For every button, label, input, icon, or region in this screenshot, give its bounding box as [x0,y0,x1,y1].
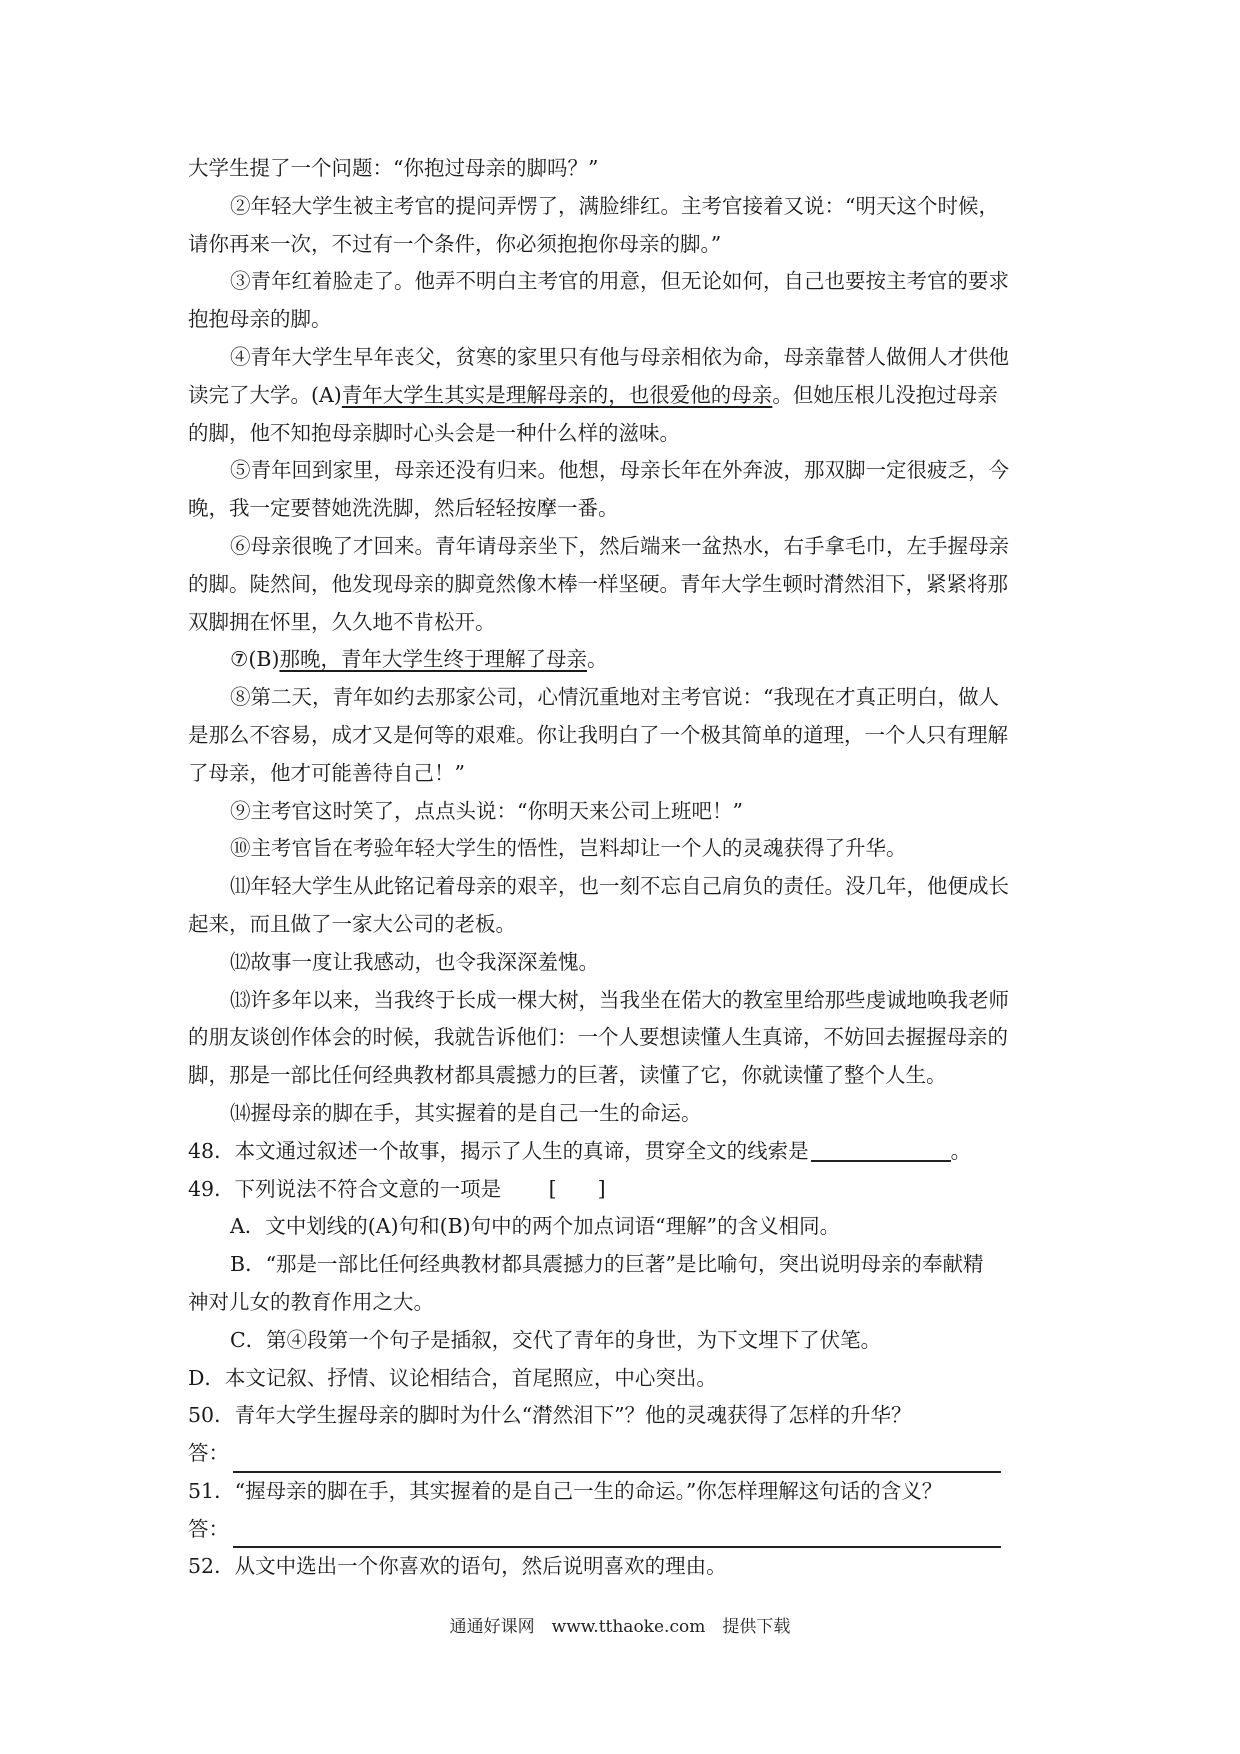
footer-source: 通通好课网 www.tthaoke.com 提供下载 [449,1617,791,1637]
passage-line: 是那么不容易，成才又是何等的艰难。你让我明白了一个极其简单的道理，一个人只有理解 [188,722,1008,747]
paragraph-2: ②年轻大学生被主考官的提问弄愣了，满脸绯红。主考官接着又说：“明天这个时候， [230,193,999,218]
underlined-sentence-a: 青年大学生其实是理解母亲的，也很爱他的母亲 [341,382,773,407]
answer-line[interactable] [233,1524,1001,1548]
paragraph-4: ④青年大学生早年丧父，贫寒的家里只有他与母亲相依为命，母亲靠替人做佣人才供他 [230,344,1009,369]
answer-line[interactable] [233,1449,1001,1473]
option-d: D．本文记叙、抒情、议论相结合，首尾照应，中心突出。 [188,1365,717,1390]
passage-text: 。 [586,647,608,672]
answer-row-51 [188,1511,1058,1549]
question-48 [188,1133,1058,1171]
option-c: C．第④段第一个句子是插叙，交代了青年的身世，为下文埋下了伏笔。 [230,1327,882,1352]
passage-line: 大学生提了一个问题：“你抱过母亲的脚吗？” [188,156,599,180]
paragraph-13: ⒀许多年以来，当我终于长成一棵大树，当我坐在偌大的教室里给那些虔诚地唤我老师 [230,987,1009,1012]
passage-line: 双脚拥在怀里，久久地不肯松开。 [188,609,496,634]
paragraph-11: ⑾年轻大学生从此铭记着母亲的艰辛，也一刻不忘自己肩负的责任。没几年，他便成长 [230,874,1009,899]
underlined-sentence-b: 那晚，青年大学生终于理解了母亲 [279,647,587,672]
passage-text: 。但她压根儿没抱过母亲 [772,382,998,407]
passage-line: 脚，那是一部比任何经典教材都具震撼力的巨著，读懂了它，你就读懂了整个人生。 [188,1063,947,1088]
sentence-a-marker: 读完了大学。(A) [188,382,342,407]
question-52: 52．从文中选出一个你喜欢的语句，然后说明喜欢的理由。 [188,1554,727,1579]
question-51: 51．“握母亲的脚在手，其实握着的是自己一生的命运。”你怎样理解这句话的含义？ [188,1478,943,1503]
passage-line: 的脚。陡然间，他发现母亲的脚竟然像木棒一样坚硬。青年大学生顿时潸然泪下，紧紧将那 [188,571,1008,596]
passage-line: 了母亲，他才可能善待自己！” [188,760,465,785]
paragraph-9: ⑨主考官这时笑了，点点头说：“你明天来公司上班吧！” [230,798,743,823]
question-49: 49．下列说法不符合文意的一项是 [ ] [188,1176,606,1201]
question-50: 50．青年大学生握母亲的脚时为什么“潸然泪下”？他的灵魂获得了怎样的升华？ [188,1403,912,1428]
paragraph-12: ⑿故事一度让我感动，也令我深深羞愧。 [230,949,599,974]
paragraph-5: ⑤青年回到家里，母亲还没有归来。他想，母亲长年在外奔波，那双脚一定很疲乏，今 [230,458,1009,483]
question-text: 。 [950,1138,972,1163]
answer-label: 答： [188,1441,229,1466]
passage-line: 起来，而且做了一家大公司的老板。 [188,911,516,936]
paragraph-14: ⒁握母亲的脚在手，其实握着的是自己一生的命运。 [230,1100,702,1125]
answer-row-50 [188,1435,1058,1473]
paragraph-7 [188,641,1058,679]
passage-line: 的脚，他不知抱母亲脚时心头会是一种什么样的滋味。 [188,420,680,445]
passage-line: 的朋友谈创作体会的时候，我就告诉他们：一个人要想读懂人生真谛，不妨回去握握母亲的 [188,1025,1008,1050]
passage-line: 抱抱母亲的脚。 [188,307,332,332]
reading-passage [188,150,1058,1586]
option-b-continued: 神对儿女的教育作用之大。 [188,1289,434,1314]
paragraph-10: ⑩主考官旨在考验年轻大学生的悟性，岂料却让一个人的灵魂获得了升华。 [230,836,907,861]
paragraph-8: ⑧第二天，青年如约去那家公司，心情沉重地对主考官说：“我现在才真正明白，做人 [230,685,999,710]
passage-line [188,377,1058,415]
passage-line: 请你再来一次，不过有一个条件，你必须抱抱你母亲的脚。” [188,231,722,256]
answer-label: 答： [188,1516,229,1541]
passage-line: 晚，我一定要替她洗洗脚，然后轻轻按摩一番。 [188,496,619,521]
question-text: 48．本文通过叙述一个故事，揭示了人生的真谛，贯穿全文的线索是 [188,1138,809,1163]
paragraph-3: ③青年红着脸走了。他弄不明白主考官的用意，但无论如何，自己也要按主考官的要求 [230,269,1009,294]
sentence-b-marker: ⑦(B) [230,647,280,672]
answer-blank[interactable] [811,1138,951,1162]
option-a: A．文中划线的(A)句和(B)句中的两个加点词语“理解”的含义相同。 [230,1214,841,1239]
paragraph-6: ⑥母亲很晚了才回来。青年请母亲坐下，然后端来一盆热水，右手拿毛巾，左手握母亲 [230,533,1009,558]
option-b: B．“那是一部比任何经典教材都具震撼力的巨著”是比喻句，突出说明母亲的奉献精 [230,1252,984,1277]
